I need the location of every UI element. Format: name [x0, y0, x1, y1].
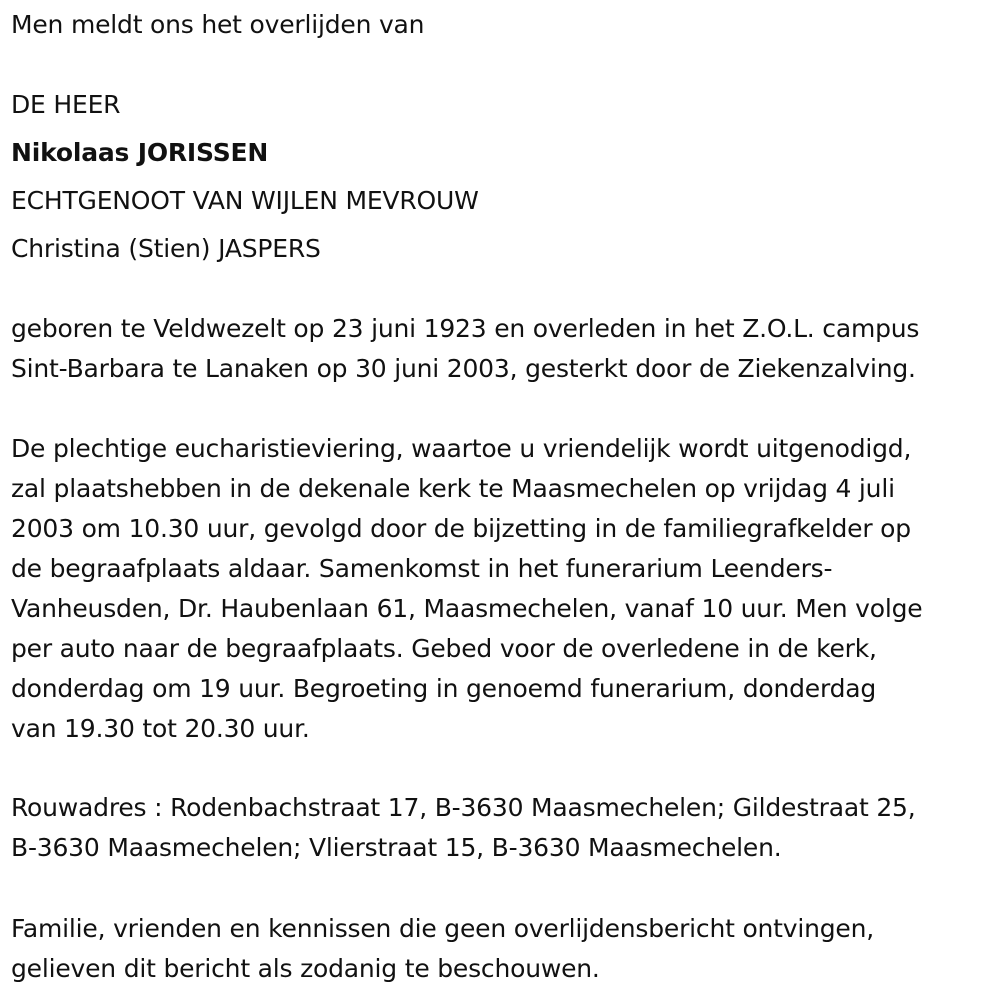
paragraph-line: van 19.30 tot 20.30 uur.	[11, 714, 310, 743]
paragraph-line: zal plaatshebben in de dekenale kerk te Maasmechelen op vrijdag 4 juli	[11, 474, 895, 503]
closing-paragraph	[11, 909, 874, 989]
title-line: DE HEER	[11, 90, 121, 119]
deceased-name: Nikolaas JORISSEN	[11, 138, 269, 167]
intro-text: Men meldt ons het overlijden van	[11, 10, 425, 39]
spouse-prefix: ECHTGENOOT VAN WIJLEN MEVROUW	[11, 186, 479, 215]
paragraph-line: per auto naar de begraafplaats. Gebed voor de overledene in de kerk,	[11, 634, 877, 663]
birth-death-paragraph	[11, 309, 919, 389]
paragraph-line: B-3630 Maasmechelen; Vlierstraat 15, B-3630 Maasmechelen.	[11, 833, 782, 862]
paragraph-line: Sint-Barbara te Lanaken op 30 juni 2003, gesterkt door de Ziekenzalving.	[11, 354, 916, 383]
paragraph-line: De plechtige eucharistieviering, waartoe u vriendelijk wordt uitgenodigd,	[11, 434, 912, 463]
ceremony-paragraph	[11, 429, 922, 749]
address-paragraph	[11, 788, 915, 868]
paragraph-line: gelieven dit bericht als zodanig te beschouwen.	[11, 954, 600, 983]
paragraph-line: Vanheusden, Dr. Haubenlaan 61, Maasmechelen, vanaf 10 uur. Men volge	[11, 594, 923, 623]
paragraph-line: Familie, vrienden en kennissen die geen overlijdensbericht ontvingen,	[11, 914, 875, 943]
paragraph-line: donderdag om 19 uur. Begroeting in genoemd funerarium, donderdag	[11, 674, 877, 703]
paragraph-line: geboren te Veldwezelt op 23 juni 1923 en overleden in het Z.O.L. campus	[11, 314, 920, 343]
paragraph-line: de begraafplaats aldaar. Samenkomst in het funerarium Leenders-	[11, 554, 833, 583]
spouse-name: Christina (Stien) JASPERS	[11, 234, 321, 263]
paragraph-line: Rouwadres : Rodenbachstraat 17, B-3630 Maasmechelen; Gildestraat 25,	[11, 793, 916, 822]
paragraph-line: 2003 om 10.30 uur, gevolgd door de bijzetting in de familiegrafkelder op	[11, 514, 911, 543]
